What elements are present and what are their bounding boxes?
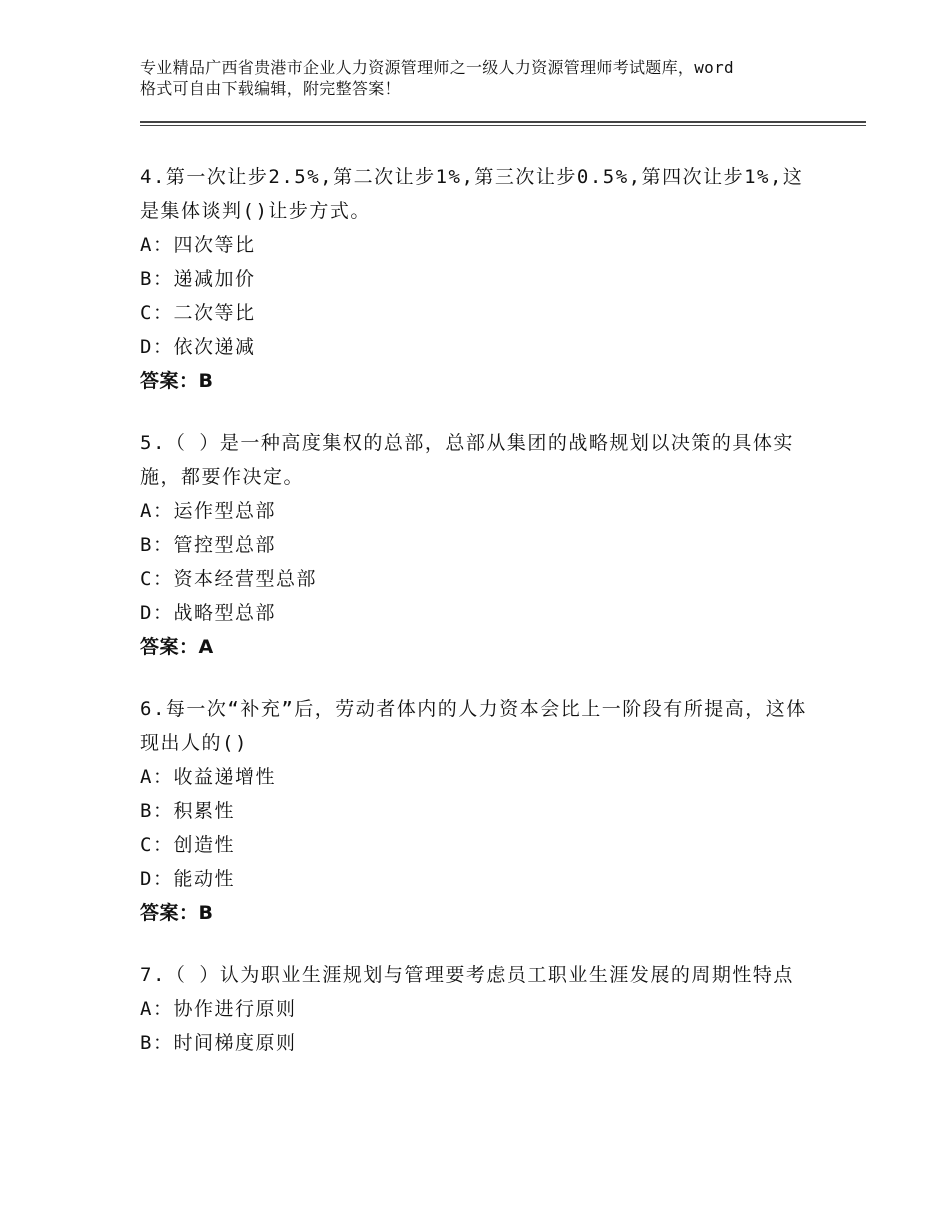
question-7	[140, 958, 820, 1060]
answer-label: 答案：B	[140, 370, 214, 392]
header-title-line-1: 专业精品广西省贵港市企业人力资源管理师之一级人力资源管理师考试题库，word	[140, 58, 734, 77]
header-divider-thin	[140, 125, 866, 126]
question-4	[140, 160, 820, 398]
question-text: 7.（ ）认为职业生涯规划与管理要考虑员工职业生涯发展的周期性特点	[140, 964, 794, 986]
header-title-line-2: 格式可自由下载编辑，附完整答案！	[140, 79, 401, 98]
answer-label: 答案：A	[140, 636, 214, 658]
question-text: 5.（ ）是一种高度集权的总部，总部从集团的战略规划以决策的具体实施，都要作决定。	[140, 432, 794, 488]
option-d: D：依次递减	[140, 336, 256, 358]
question-list	[140, 160, 820, 1088]
question-text: 4.第一次让步2.5%,第二次让步1%,第三次让步0.5%,第四次让步1%,这是集体谈判()让步方式。	[140, 166, 804, 222]
option-c: C：资本经营型总部	[140, 568, 317, 590]
option-a: A：协作进行原则	[140, 998, 297, 1020]
option-b: B：管控型总部	[140, 534, 276, 556]
answer-label: 答案：B	[140, 902, 214, 924]
header-divider-thick	[140, 121, 866, 123]
question-6	[140, 692, 820, 930]
option-d: D：战略型总部	[140, 602, 276, 624]
option-a: A：收益递增性	[140, 766, 276, 788]
option-d: D：能动性	[140, 868, 235, 890]
option-b: B：积累性	[140, 800, 235, 822]
question-5	[140, 426, 820, 664]
option-c: C：创造性	[140, 834, 235, 856]
option-a: A：运作型总部	[140, 500, 276, 522]
question-text: 6.每一次“补充”后，劳动者体内的人力资本会比上一阶段有所提高，这体现出人的()	[140, 698, 807, 754]
document-header	[140, 57, 830, 99]
option-b: B：时间梯度原则	[140, 1032, 297, 1054]
option-a: A：四次等比	[140, 234, 256, 256]
option-b: B：递减加价	[140, 268, 256, 290]
option-c: C：二次等比	[140, 302, 256, 324]
